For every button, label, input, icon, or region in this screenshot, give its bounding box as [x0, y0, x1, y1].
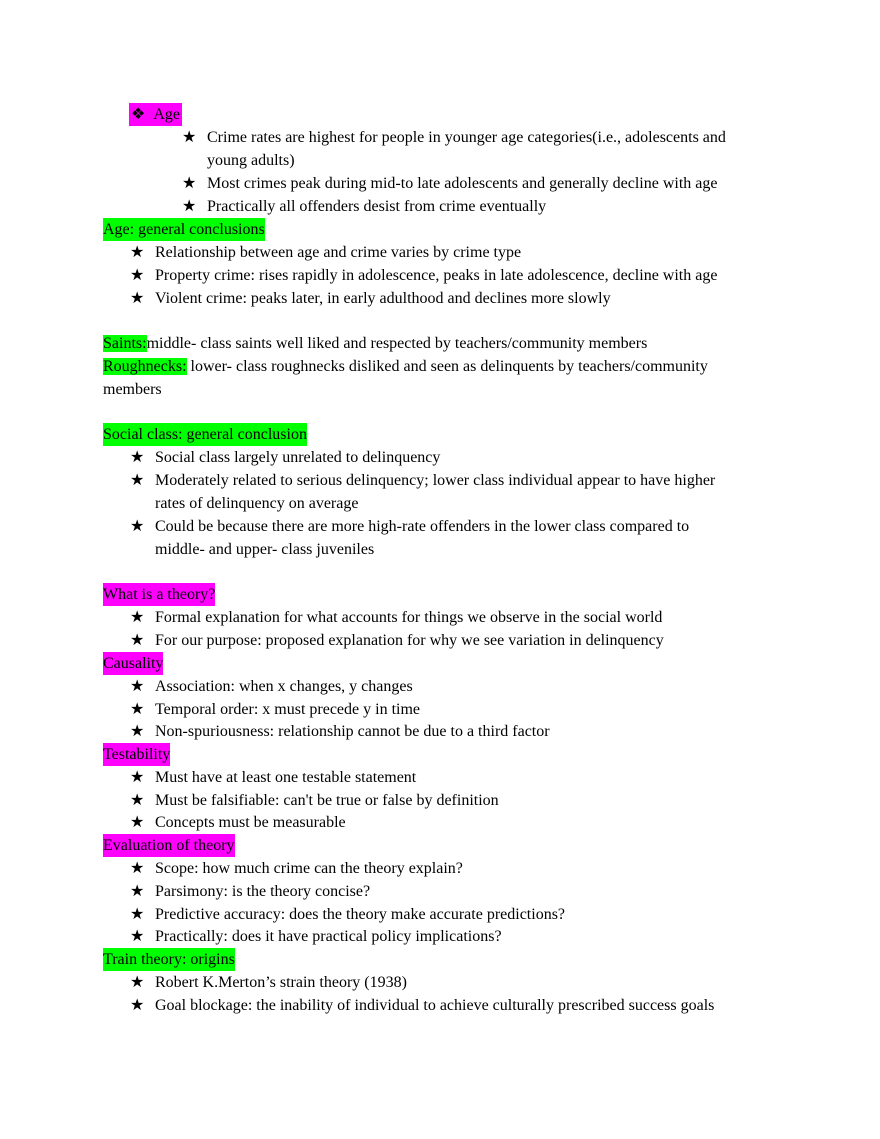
star-bullet-icon: ★: [130, 814, 145, 831]
star-bullet-icon: ★: [130, 267, 145, 284]
causality-bullet-1: Association: when x changes, y changes: [155, 678, 413, 695]
evaluation-bullet-2: Parsimony: is the theory concise?: [155, 883, 371, 900]
social-class-bullet-2-cont: rates of delinquency on average: [155, 495, 359, 512]
age-bullet-2: Most crimes peak during mid-to late adolescents and generally decline with age: [207, 175, 718, 192]
star-bullet-icon: ★: [130, 701, 145, 718]
star-bullet-icon: ★: [130, 449, 145, 466]
social-class-bullet-2: Moderately related to serious delinquency; lower class individual appear to have higher: [155, 472, 716, 489]
star-bullet-icon: ★: [130, 769, 145, 786]
evaluation-heading: Evaluation of theory: [103, 834, 235, 857]
social-class-heading: Social class: general conclusion: [103, 423, 307, 446]
star-bullet-icon: ★: [130, 792, 145, 809]
roughnecks-text: lower- class roughnecks disliked and seen as delinquents by teachers/community: [186, 358, 708, 375]
evaluation-bullet-3: Predictive accuracy: does the theory make accurate predictions?: [155, 906, 566, 923]
age-conclusions-heading: Age: general conclusions: [103, 218, 265, 241]
star-bullet-icon: ★: [130, 883, 145, 900]
saints-text: middle- class saints well liked and respected by teachers/community members: [146, 335, 648, 352]
testability-bullet-1: Must have at least one testable statement: [155, 769, 417, 786]
testability-bullet-3: Concepts must be measurable: [155, 814, 346, 831]
star-bullet-icon: ★: [130, 472, 145, 489]
star-bullet-icon: ★: [130, 723, 145, 740]
strain-heading: Train theory: origins: [103, 948, 235, 971]
strain-bullet-2: Goal blockage: the inability of individual to achieve culturally prescribed success goals: [155, 997, 715, 1014]
age-conclusion-1: Relationship between age and crime varies by crime type: [155, 244, 522, 261]
evaluation-bullet-4: Practically: does it have practical policy implications?: [155, 928, 502, 945]
causality-bullet-2: Temporal order: x must precede y in time: [155, 701, 421, 718]
age-conclusion-3: Violent crime: peaks later, in early adulthood and declines more slowly: [155, 290, 611, 307]
causality-bullet-3: Non-spuriousness: relationship cannot be due to a third factor: [155, 723, 550, 740]
star-bullet-icon: ★: [130, 906, 145, 923]
age-heading: [129, 103, 182, 126]
star-bullet-icon: ★: [130, 928, 145, 945]
theory-bullet-2: For our purpose: proposed explanation for why we see variation in delinquency: [155, 632, 664, 649]
diamond-bullet-icon: ❖: [131, 106, 146, 123]
strain-bullet-1: Robert K.Merton’s strain theory (1938): [155, 974, 407, 991]
theory-heading: What is a theory?: [103, 583, 215, 606]
star-bullet-icon: ★: [130, 678, 145, 695]
star-bullet-icon: ★: [130, 860, 145, 877]
age-bullet-3: Practically all offenders desist from crime eventually: [207, 198, 547, 215]
star-bullet-icon: ★: [182, 198, 197, 215]
star-bullet-icon: ★: [130, 632, 145, 649]
star-bullet-icon: ★: [130, 609, 145, 626]
star-bullet-icon: ★: [130, 997, 145, 1014]
causality-heading: Causality: [103, 652, 163, 675]
star-bullet-icon: ★: [182, 129, 197, 146]
testability-heading: Testability: [103, 743, 170, 766]
saints-paragraph: [103, 332, 647, 355]
saints-label: Saints:: [103, 335, 147, 352]
star-bullet-icon: ★: [130, 244, 145, 261]
star-bullet-icon: ★: [182, 175, 197, 192]
age-bullet-1: Crime rates are highest for people in younger age categories(i.e., adolescents and: [207, 129, 726, 146]
star-bullet-icon: ★: [130, 290, 145, 307]
roughnecks-paragraph: [103, 355, 708, 378]
social-class-bullet-3: Could be because there are more high-rate offenders in the lower class compared to: [155, 518, 690, 535]
age-conclusion-2: Property crime: rises rapidly in adolescence, peaks in late adolescence, decline with age: [155, 267, 718, 284]
social-class-bullet-1: Social class largely unrelated to delinquency: [155, 449, 441, 466]
social-class-bullet-3-cont: middle- and upper- class juveniles: [155, 541, 375, 558]
star-bullet-icon: ★: [130, 974, 145, 991]
roughnecks-label: Roughnecks:: [103, 358, 187, 375]
theory-bullet-1: Formal explanation for what accounts for things we observe in the social world: [155, 609, 663, 626]
age-bullet-1-cont: young adults): [207, 152, 295, 169]
evaluation-bullet-1: Scope: how much crime can the theory explain?: [155, 860, 463, 877]
star-bullet-icon: ★: [130, 518, 145, 535]
age-heading-text: Age: [153, 106, 180, 123]
testability-bullet-2: Must be falsifiable: can't be true or false by definition: [155, 792, 499, 809]
roughnecks-text-cont: members: [103, 381, 162, 398]
